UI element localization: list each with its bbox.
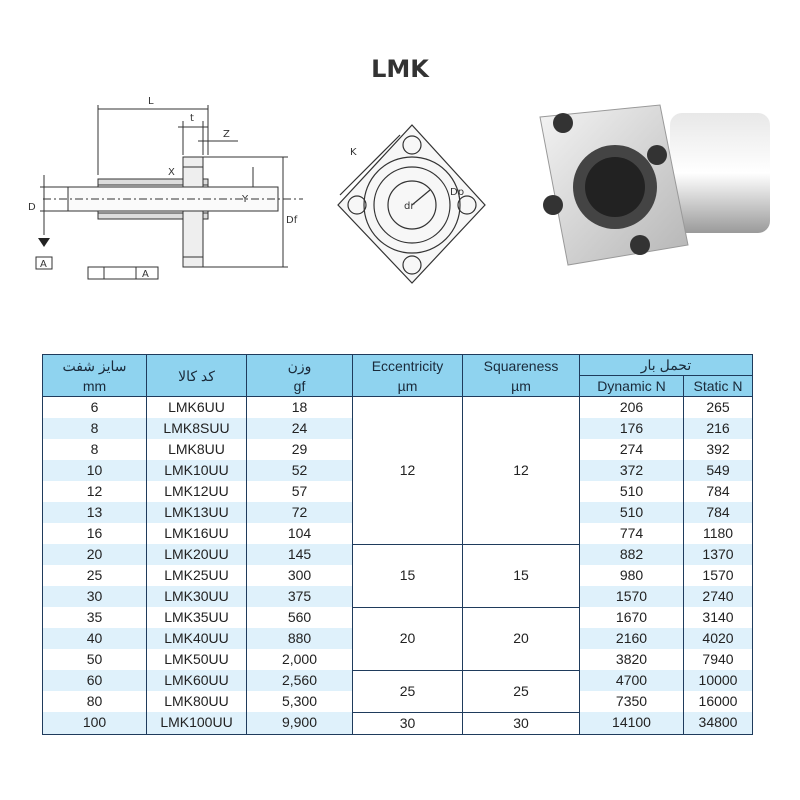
cell-dynamic-load: 3820 bbox=[580, 649, 684, 670]
cell-product-code: LMK25UU bbox=[147, 565, 247, 586]
cell-shaft-size: 35 bbox=[43, 607, 147, 628]
cell-product-code: LMK80UU bbox=[147, 691, 247, 712]
cell-squareness: 20 bbox=[463, 607, 580, 670]
cell-eccentricity: 15 bbox=[353, 544, 463, 607]
cell-static-load: 1370 bbox=[684, 544, 753, 565]
cell-static-load: 10000 bbox=[684, 670, 753, 691]
cell-squareness: 12 bbox=[463, 397, 580, 545]
cell-dynamic-load: 372 bbox=[580, 460, 684, 481]
side-view-drawing bbox=[28, 95, 318, 280]
label-a-ref: A bbox=[40, 259, 47, 270]
cell-shaft-size: 30 bbox=[43, 586, 147, 607]
label-t: t bbox=[190, 113, 194, 124]
cell-weight: 145 bbox=[247, 544, 353, 565]
product-photo bbox=[520, 95, 780, 275]
cell-squareness: 30 bbox=[463, 712, 580, 734]
cell-dynamic-load: 274 bbox=[580, 439, 684, 460]
header-shaft-size bbox=[43, 355, 147, 397]
cell-product-code: LMK8SUU bbox=[147, 418, 247, 439]
header-eccentricity-label: Eccentricity bbox=[371, 357, 444, 374]
header-dynamic: Dynamic N bbox=[580, 376, 684, 397]
cell-static-load: 1180 bbox=[684, 523, 753, 544]
cell-product-code: LMK35UU bbox=[147, 607, 247, 628]
label-z: Z bbox=[223, 129, 230, 140]
label-dr: dr bbox=[404, 201, 415, 212]
cell-dynamic-load: 4700 bbox=[580, 670, 684, 691]
cell-shaft-size: 100 bbox=[43, 712, 147, 734]
cell-static-load: 392 bbox=[684, 439, 753, 460]
header-eccentricity bbox=[353, 355, 463, 397]
cell-eccentricity: 12 bbox=[353, 397, 463, 545]
cell-eccentricity: 25 bbox=[353, 670, 463, 712]
cell-static-load: 34800 bbox=[684, 712, 753, 734]
cell-shaft-size: 80 bbox=[43, 691, 147, 712]
cell-weight: 104 bbox=[247, 523, 353, 544]
cell-shaft-size: 20 bbox=[43, 544, 147, 565]
cell-product-code: LMK30UU bbox=[147, 586, 247, 607]
header-product-code: کد کالا bbox=[147, 355, 247, 397]
cell-shaft-size: 60 bbox=[43, 670, 147, 691]
cell-static-load: 7940 bbox=[684, 649, 753, 670]
cell-product-code: LMK8UU bbox=[147, 439, 247, 460]
cell-static-load: 2740 bbox=[684, 586, 753, 607]
cell-dynamic-load: 882 bbox=[580, 544, 684, 565]
cell-eccentricity: 20 bbox=[353, 607, 463, 670]
cell-shaft-size: 13 bbox=[43, 502, 147, 523]
cell-weight: 2,000 bbox=[247, 649, 353, 670]
cell-weight: 300 bbox=[247, 565, 353, 586]
cell-shaft-size: 40 bbox=[43, 628, 147, 649]
cell-dynamic-load: 2160 bbox=[580, 628, 684, 649]
cell-static-load: 1570 bbox=[684, 565, 753, 586]
header-squareness-label: Squareness bbox=[483, 357, 559, 374]
cell-static-load: 784 bbox=[684, 502, 753, 523]
header-weight bbox=[247, 355, 353, 397]
cell-weight: 18 bbox=[247, 397, 353, 419]
table-row bbox=[43, 712, 753, 734]
cell-weight: 57 bbox=[247, 481, 353, 502]
header-load-capacity: تحمل بار bbox=[580, 355, 753, 376]
cell-squareness: 15 bbox=[463, 544, 580, 607]
cell-dynamic-load: 1670 bbox=[580, 607, 684, 628]
cell-dynamic-load: 176 bbox=[580, 418, 684, 439]
table-row bbox=[43, 607, 753, 628]
label-a-tolerance: A bbox=[142, 269, 149, 280]
cell-shaft-size: 6 bbox=[43, 397, 147, 419]
label-L: L bbox=[148, 96, 154, 107]
header-shaft-size-unit: mm bbox=[82, 377, 107, 394]
header-squareness bbox=[463, 355, 580, 397]
label-df: Df bbox=[286, 215, 298, 226]
table-row bbox=[43, 670, 753, 691]
cell-dynamic-load: 774 bbox=[580, 523, 684, 544]
cell-dynamic-load: 980 bbox=[580, 565, 684, 586]
cell-squareness: 25 bbox=[463, 670, 580, 712]
cell-static-load: 3140 bbox=[684, 607, 753, 628]
header-weight-unit: gf bbox=[293, 377, 306, 394]
cell-weight: 9,900 bbox=[247, 712, 353, 734]
cell-static-load: 265 bbox=[684, 397, 753, 419]
cell-product-code: LMK50UU bbox=[147, 649, 247, 670]
cell-weight: 880 bbox=[247, 628, 353, 649]
label-dp: Dp bbox=[450, 187, 465, 198]
cell-dynamic-load: 206 bbox=[580, 397, 684, 419]
cell-product-code: LMK16UU bbox=[147, 523, 247, 544]
page-title: LMK bbox=[371, 55, 429, 83]
cell-product-code: LMK10UU bbox=[147, 460, 247, 481]
cell-static-load: 4020 bbox=[684, 628, 753, 649]
cell-product-code: LMK12UU bbox=[147, 481, 247, 502]
cell-weight: 5,300 bbox=[247, 691, 353, 712]
cell-weight: 24 bbox=[247, 418, 353, 439]
label-d: D bbox=[28, 202, 36, 213]
table-row bbox=[43, 544, 753, 565]
cell-product-code: LMK100UU bbox=[147, 712, 247, 734]
cell-shaft-size: 25 bbox=[43, 565, 147, 586]
header-static: Static N bbox=[684, 376, 753, 397]
cell-product-code: LMK6UU bbox=[147, 397, 247, 419]
cell-shaft-size: 8 bbox=[43, 418, 147, 439]
header-squareness-unit: µm bbox=[511, 377, 531, 394]
label-k: K bbox=[350, 147, 357, 158]
cell-weight: 560 bbox=[247, 607, 353, 628]
label-x: X bbox=[168, 167, 175, 178]
cell-dynamic-load: 1570 bbox=[580, 586, 684, 607]
cell-shaft-size: 50 bbox=[43, 649, 147, 670]
cell-weight: 72 bbox=[247, 502, 353, 523]
cell-weight: 2,560 bbox=[247, 670, 353, 691]
cell-weight: 29 bbox=[247, 439, 353, 460]
cell-static-load: 16000 bbox=[684, 691, 753, 712]
table-row bbox=[43, 397, 753, 419]
spec-table bbox=[42, 354, 753, 735]
header-weight-label: وزن bbox=[287, 357, 312, 374]
cell-product-code: LMK20UU bbox=[147, 544, 247, 565]
cell-static-load: 216 bbox=[684, 418, 753, 439]
front-view-drawing bbox=[320, 115, 495, 290]
cell-weight: 375 bbox=[247, 586, 353, 607]
cell-static-load: 549 bbox=[684, 460, 753, 481]
cell-product-code: LMK60UU bbox=[147, 670, 247, 691]
cell-static-load: 784 bbox=[684, 481, 753, 502]
header-eccentricity-unit: µm bbox=[397, 377, 418, 394]
cell-product-code: LMK13UU bbox=[147, 502, 247, 523]
cell-dynamic-load: 14100 bbox=[580, 712, 684, 734]
cell-eccentricity: 30 bbox=[353, 712, 463, 734]
cell-shaft-size: 10 bbox=[43, 460, 147, 481]
header-shaft-size-label: سایز شفت bbox=[62, 357, 127, 374]
cell-product-code: LMK40UU bbox=[147, 628, 247, 649]
cell-dynamic-load: 510 bbox=[580, 502, 684, 523]
cell-shaft-size: 8 bbox=[43, 439, 147, 460]
cell-dynamic-load: 7350 bbox=[580, 691, 684, 712]
cell-weight: 52 bbox=[247, 460, 353, 481]
cell-shaft-size: 12 bbox=[43, 481, 147, 502]
cell-dynamic-load: 510 bbox=[580, 481, 684, 502]
label-y: Y bbox=[242, 194, 249, 205]
cell-shaft-size: 16 bbox=[43, 523, 147, 544]
